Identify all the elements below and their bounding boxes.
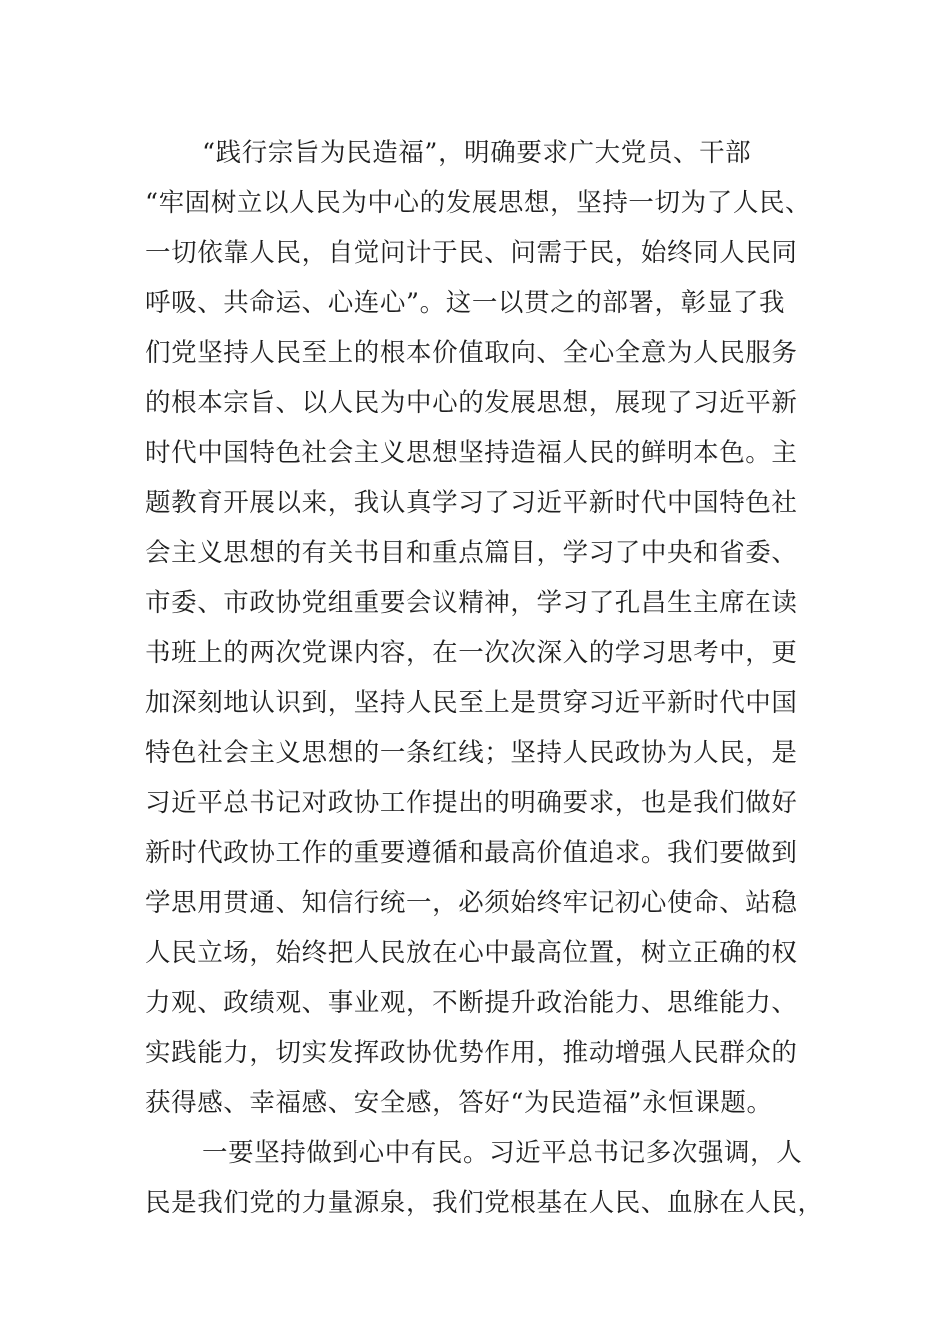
- text-line: 书班上的两次党课内容，在一次次深入的学习思考中，更: [145, 638, 798, 668]
- text-line: 一要坚持做到心中有民。习近平总书记多次强调，人: [202, 1138, 803, 1168]
- text-line: 时代中国特色社会主义思想坚持造福人民的鲜明本色。主: [145, 438, 798, 468]
- text-line: “践行宗旨为民造福”，明确要求广大党员、干部: [202, 138, 752, 168]
- text-line: 会主义思想的有关书目和重点篇目，学习了中央和省委、: [145, 538, 798, 568]
- text-line: 特色社会主义思想的一条红线；坚持人民政协为人民，是: [145, 738, 798, 768]
- text-line: 市委、市政协党组重要会议精神，学习了孔昌生主席在读: [145, 588, 798, 618]
- text-line: 获得感、幸福感、安全感，答好“为民造福”永恒课题。: [145, 1088, 773, 1118]
- text-line: 加深刻地认识到，坚持人民至上是贯穿习近平新时代中国: [145, 688, 798, 718]
- text-line: 新时代政协工作的重要遵循和最高价值追求。我们要做到: [145, 838, 798, 868]
- text-line: 们党坚持人民至上的根本价值取向、全心全意为人民服务: [145, 338, 798, 368]
- text-line: 一切依靠人民，自觉问计于民、问需于民，始终同人民同: [145, 238, 798, 268]
- text-line: 学思用贯通、知信行统一，必须始终牢记初心使命、站稳: [145, 888, 798, 918]
- paragraph-1: [145, 128, 812, 1128]
- text-line: 题教育开展以来，我认真学习了习近平新时代中国特色社: [145, 488, 798, 518]
- text-line: 的根本宗旨、以人民为中心的发展思想，展现了习近平新: [145, 388, 798, 418]
- text-line: 实践能力，切实发挥政协优势作用，推动增强人民群众的: [145, 1038, 798, 1068]
- paragraph-2: [145, 1128, 824, 1228]
- text-line: 人民立场，始终把人民放在心中最高位置，树立正确的权: [145, 938, 798, 968]
- text-line: 力观、政绩观、事业观，不断提升政治能力、思维能力、: [145, 988, 798, 1018]
- text-line: 呼吸、共命运、心连心”。这一以贯之的部署，彰显了我: [145, 288, 786, 318]
- document-body: [145, 128, 824, 1228]
- text-line: “牢固树立以人民为中心的发展思想，坚持一切为了人民、: [145, 188, 812, 218]
- text-line: 习近平总书记对政协工作提出的明确要求，也是我们做好: [145, 788, 798, 818]
- text-line: 民是我们党的力量源泉，我们党根基在人民、血脉在人民，: [145, 1188, 824, 1218]
